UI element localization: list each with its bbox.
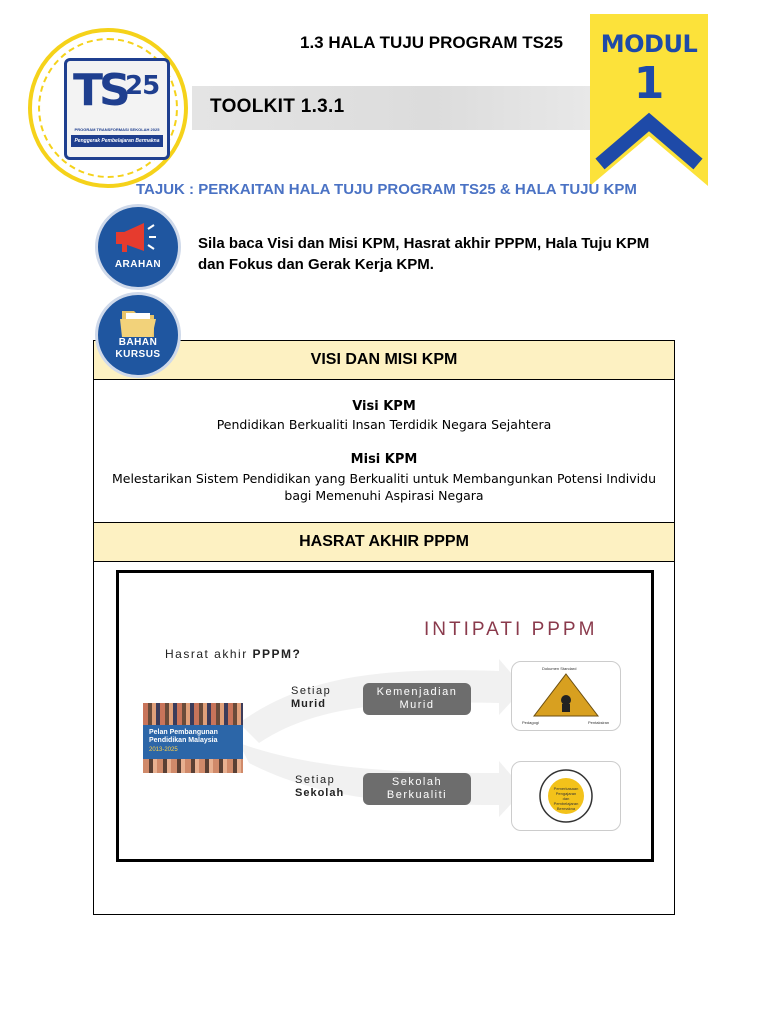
misi-title: Misi KPM: [350, 452, 418, 467]
bahan-kursus-icon: [95, 292, 181, 378]
thumb1-right-label: Pentaksiran: [588, 720, 610, 725]
thumb1-left-label: Pedagogi: [522, 720, 539, 725]
thumb2-center-label: Pemerkasaan Pengajaran dan Pembelajaran Bermakna: [553, 786, 579, 811]
intipati-pppm-image: [116, 570, 654, 862]
logo-program-line: PROGRAM TRANSFORMASI SEKOLAH 2025: [74, 127, 160, 132]
modul-label: MODUL: [600, 30, 698, 58]
pill1-line2: Murid: [399, 699, 435, 711]
logo-badge: [64, 58, 170, 160]
logo-mark: TS: [73, 65, 127, 116]
section-visi-misi-heading: VISI DAN MISI KPM: [94, 341, 674, 380]
modul-number: 1: [633, 58, 665, 109]
infographic-title: INTIPATI PPPM: [424, 619, 598, 640]
cover-title-line-1: Pelan Pembangunan: [149, 729, 218, 736]
logo-number: 25: [125, 71, 160, 101]
cover-photo-strip: [143, 703, 243, 725]
logo-tagline: Penggerak Pembelajaran Bermakna: [71, 135, 163, 147]
cover-title: [149, 729, 218, 745]
toolkit-label: TOOLKIT 1.3.1: [210, 96, 345, 117]
pill-kemenjadian-murid: [363, 683, 471, 715]
cover-years: 2013-2025: [149, 747, 178, 753]
arahan-icon: [95, 204, 181, 290]
bahan-label-1: BAHAN: [118, 337, 158, 348]
visi-text: Pendidikan Berkualiti Insan Terdidik Negara Sejahtera: [216, 417, 552, 432]
pdp-cycle-thumbnail: [511, 761, 621, 831]
row1-murid: Murid: [291, 698, 326, 710]
row2-sekolah: Sekolah: [295, 787, 345, 799]
pppm-book-cover: [143, 703, 243, 773]
modul-ribbon: [590, 14, 708, 186]
pill2-line2: Berkualiti: [386, 789, 448, 801]
visi-title: Visi KPM: [352, 399, 416, 414]
pill-sekolah-berkualiti: [363, 773, 471, 805]
bahan-label-2: KURSUS: [115, 349, 161, 360]
megaphone-icon: [98, 215, 178, 265]
ts25-logo: [28, 28, 188, 188]
question-bold: PPPM?: [252, 647, 302, 661]
misi-line-1: Melestarikan Sistem Pendidikan yang Berkualiti untuk Membangunkan Potensi Individu: [111, 471, 657, 486]
cover-title-line-2: Pendidikan Malaysia: [149, 737, 218, 744]
infographic-question: [165, 647, 301, 661]
page-title: 1.3 HALA TUJU PROGRAM TS25: [300, 33, 563, 52]
cover-photo-strip-bottom: [143, 759, 243, 773]
standard-triangle-thumbnail: [511, 661, 621, 731]
row2-setiap: Setiap: [295, 774, 336, 786]
section-hasrat-heading: HASRAT AKHIR PPPM: [94, 522, 674, 562]
pill2-line1: Sekolah: [391, 776, 443, 788]
row1-setiap: Setiap: [291, 685, 332, 697]
misi-line-2: bagi Memenuhi Aspirasi Negara: [284, 488, 484, 503]
question-prefix: Hasrat akhir: [165, 647, 253, 661]
topic-heading: TAJUK : PERKAITAN HALA TUJU PROGRAM TS25 & HALA TUJU KPM: [136, 181, 637, 198]
pill1-line1: Kemenjadian: [376, 686, 458, 698]
instruction-text: Sila baca Visi dan Misi KPM, Hasrat akhir PPPM, Hala Tuju KPM dan Fokus dan Gerak Kerja KPM.: [198, 235, 650, 273]
thumb1-top-label: Dokumen Standard: [542, 666, 577, 671]
arahan-label: ARAHAN: [114, 259, 162, 270]
